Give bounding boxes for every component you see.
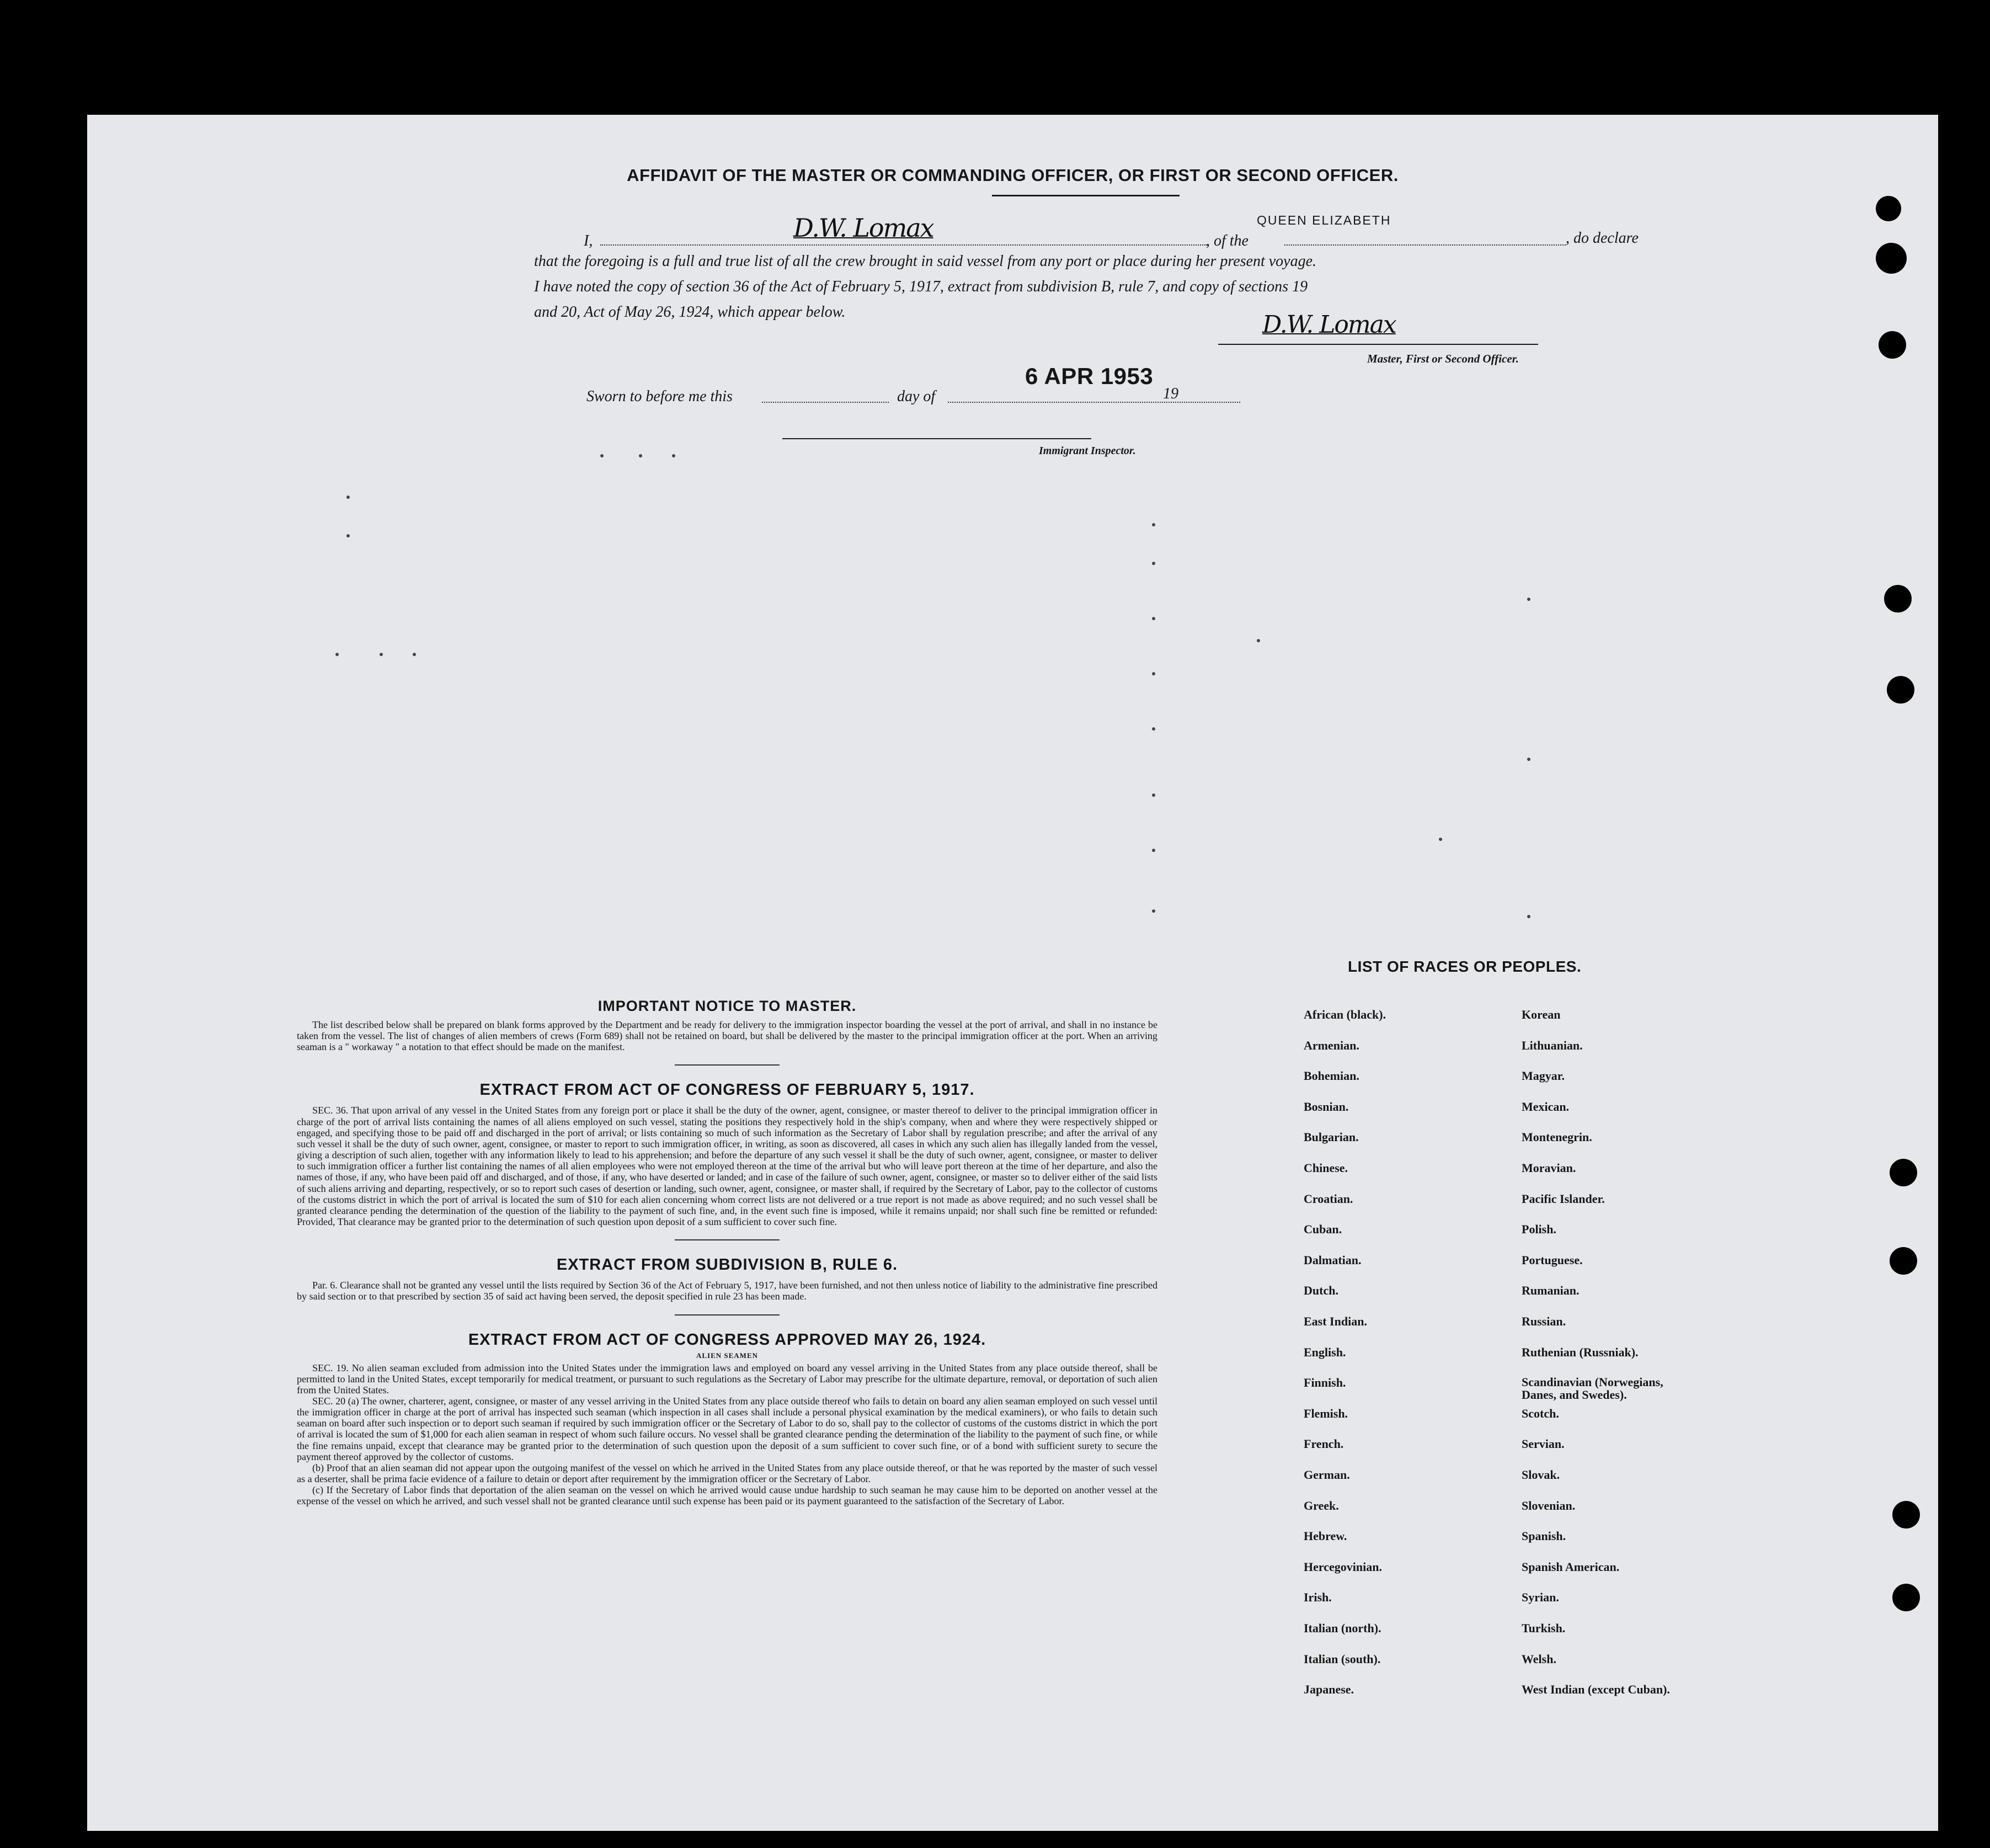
affidavit-line-2: that the foregoing is a full and true list of all the crew brought in said vessel from any port or place during her present voyage.	[534, 253, 1317, 270]
race-item: Bulgarian.	[1304, 1130, 1359, 1144]
race-item: Turkish.	[1522, 1621, 1566, 1635]
notice-section	[297, 998, 1157, 1507]
page-speck	[413, 653, 416, 656]
race-item: Polish.	[1522, 1222, 1556, 1237]
extract-1917-body	[297, 1105, 1157, 1227]
master-signature: D.W. Lomax	[1262, 311, 1396, 339]
subdivision-paragraph: Par. 6. Clearance shall not be granted any vessel until the lists required by Section 36 of the Act of February 5, 1917, have been furnished, and not then unless notice of liability to the administrative fine prescribed by said section or to that prescribed by section 35 of said act having been served, the deposit specified in rule 23 has been made.	[297, 1280, 1157, 1302]
extract-1917-paragraph: SEC. 36. That upon arrival of any vessel in the United States from any foreign port or place it shall be the duty of the owner, agent, consignee, or master thereof to deliver to the principal immigration officer in charge of the port of arrival lists containing the names of all aliens employed on such vessel, stating the positions they respectively hold in the ship's company, when and where they were respectively shipped or engaged, and specifying those to be paid off and discharged in the port of arrival; or lists containing so much of such information as the Secretary of Labor shall by regulation prescribe; and after the arrival of any such vessel it shall be the duty of such owner, agent, consignee, or master to report to such immigration officer, in writing, as soon as discovered, all cases in which any such alien has illegally landed from the vessel, giving a description of such alien, together with any information likely to lead to his apprehension; and before the departure of any such vessel it shall be the duty of such owner, agent, consignee, or master to deliver to such immigration officer a further list containing the names of all alien employees who were not employed thereon at the time of the arrival but who will leave port thereon at the time of her departure, and also the names of those, if any, who have been paid off and discharged, and of those, if any, who have deserted or landed; and in case of the failure of such owner, agent, consignee, or master so to deliver either of the said lists of such aliens arriving and departing, respectively, or so to report such cases of desertion or landing, such owner, agent, consignee, or master shall, if required by the Secretary of Labor, pay to the collector of customs of the customs district in which the port of arrival is located the sum of $10 for each alien concerning whom correct lists are not delivered or a true report is not made as above required; and no such vessel shall be granted clearance pending the determination of the question of the liability to the payment of such fine, and, in the event such fine is imposed, while it remains unpaid; nor shall such fine be remitted or refunded: Provided, That clearance may be granted prior to the determination of such question upon deposit of a sum sufficient to cover such fine.	[297, 1105, 1157, 1228]
sworn-prefix: Sworn to before me this	[586, 388, 733, 405]
sec-20a-paragraph: SEC. 20 (a) The owner, charterer, agent, consignee, or master of any vessel arriving in the United States from any place outside thereof who fails to detain on board any alien seaman employed on such vessel until the immigration officer in charge at the port of arrival has inspected such seaman (which inspection in all cases shall include a personal physical examination by the medical examiners), or who fails to detain such seaman on board after such inspection or to deport such seaman if required by such immigration officer or the Secretary of Labor to do so, shall pay to the collector of customs of the customs district in which the port of arrival is located the sum of $1,000 for each alien seaman in respect of whom such failure occurs. No vessel shall be granted clearance pending the determination of the liability to the payment of such fine, or while the fine remains unpaid, except that clearance may be granted prior to the determination of such question upon the deposit of a sum sufficient to cover such fine, or of a bond with sufficient surety to secure the payment thereof approved by the collector of customs.	[297, 1395, 1157, 1462]
race-item: Cuban.	[1304, 1222, 1342, 1237]
race-item: Croatian.	[1304, 1191, 1353, 1206]
race-item: Russian.	[1522, 1314, 1566, 1328]
race-item: East Indian.	[1304, 1314, 1367, 1328]
race-item: Moravian.	[1522, 1161, 1576, 1175]
race-item: West Indian (except Cuban).	[1522, 1682, 1670, 1697]
page-speck	[639, 454, 642, 457]
race-item: Servian.	[1522, 1437, 1565, 1451]
sec-20b-paragraph: (b) Proof that an alien seaman did not appear upon the outgoing manifest of the vessel on which he arrived in the United States from any place outside thereof, or that he was reported by the master of such vessel as a deserter, shall be prima facie evidence of a failure to detain or deport after requirement by the immigration officer or the Secretary of Labor.	[297, 1462, 1157, 1485]
subdivision-title: EXTRACT FROM SUBDIVISION B, RULE 6.	[556, 1256, 898, 1274]
declarant-signature: D.W. Lomax	[793, 213, 933, 243]
race-item: Scotch.	[1522, 1406, 1559, 1420]
race-item: Korean	[1522, 1008, 1561, 1021]
page-speck	[672, 454, 675, 457]
race-item: Greek.	[1304, 1498, 1339, 1513]
race-item: Welsh.	[1522, 1652, 1556, 1666]
page-speck	[1152, 849, 1155, 852]
race-item: Lithuanian.	[1522, 1038, 1583, 1052]
punch-hole	[1890, 1247, 1917, 1275]
race-item: Ruthenian (Russniak).	[1522, 1345, 1639, 1359]
signer-caption: Master, First or Second Officer.	[1367, 352, 1519, 365]
race-item: Hercegovinian.	[1304, 1559, 1382, 1574]
race-item: Slovenian.	[1522, 1498, 1576, 1513]
vessel-name: QUEEN ELIZABETH	[1257, 213, 1391, 227]
day-of-text: day of	[897, 388, 936, 405]
race-item: Armenian.	[1304, 1038, 1359, 1052]
race-item: Rumanian.	[1522, 1284, 1580, 1298]
race-item: Spanish American.	[1522, 1559, 1620, 1574]
race-item: Dutch.	[1304, 1284, 1338, 1298]
affidavit-title: AFFIDAVIT OF THE MASTER OR COMMANDING OFFICER, OR FIRST OR SECOND OFFICER.	[627, 166, 1399, 185]
title-underline	[992, 195, 1180, 196]
page-speck	[1527, 915, 1530, 918]
page-speck	[1152, 909, 1155, 913]
page-speck	[600, 454, 604, 457]
race-item: Pacific Islander.	[1522, 1191, 1605, 1206]
affidavit-line-4: and 20, Act of May 26, 1924, which appear below.	[534, 303, 846, 321]
race-item: Syrian.	[1522, 1590, 1559, 1605]
race-item: Mexican.	[1522, 1099, 1570, 1114]
date-stamp: 6 APR 1953	[1025, 363, 1154, 389]
page-speck	[335, 653, 339, 656]
race-item: Hebrew.	[1304, 1529, 1347, 1543]
race-item: Portuguese.	[1522, 1253, 1583, 1267]
race-item: German.	[1304, 1468, 1350, 1482]
race-item: Montenegrin.	[1522, 1130, 1592, 1144]
race-item: Irish.	[1304, 1590, 1332, 1605]
race-item: English.	[1304, 1345, 1346, 1359]
extract-1924-body	[297, 1362, 1157, 1507]
punch-hole	[1887, 676, 1914, 704]
sec-20c-paragraph: (c) If the Secretary of Labor finds that deportation of the alien seaman on the vessel on which he arrived would cause undue hardship to such seaman he may cause him to be deported on another vessel at the expense of the vessel on which he arrived, and such vessel shall not be granted clearance until such expense has been paid or its payment guaranteed to the satisfaction of the Secretary of Labor.	[297, 1484, 1157, 1507]
page-speck	[380, 653, 383, 656]
page-speck	[1257, 639, 1260, 642]
race-item: Magyar.	[1522, 1069, 1565, 1083]
sworn-month-line	[948, 402, 1240, 403]
sworn-day-line	[762, 402, 889, 403]
extract-1924-subtitle: ALIEN SEAMEN	[696, 1351, 759, 1360]
sec-19-paragraph: SEC. 19. No alien seaman excluded from admission into the United States under the immigration laws and employed on board any vessel arriving in the United States from any place outside thereof, shall be permitted to land in the United States, except temporarily for medical treatment, or pursuant to such regulations as the Secretary of Labor may prescribe for the ultimate departure, removal, or deportation of such alien from the United States.	[297, 1362, 1157, 1396]
punch-hole	[1879, 331, 1906, 359]
race-item: Scandinavian (Norwegians, Danes, and Swedes).	[1522, 1375, 1663, 1402]
page-speck	[346, 496, 350, 499]
race-item: Finnish.	[1304, 1376, 1346, 1390]
page-speck	[1152, 793, 1155, 797]
race-item: Italian (north).	[1304, 1621, 1381, 1635]
extract-1917-title: EXTRACT FROM ACT OF CONGRESS OF FEBRUARY 5, 1917.	[479, 1081, 975, 1099]
signature-line	[1218, 344, 1538, 345]
inspector-caption: Immigrant Inspector.	[1039, 445, 1136, 457]
page-speck	[1152, 562, 1155, 565]
notice-title: IMPORTANT NOTICE TO MASTER.	[597, 998, 857, 1014]
page-speck	[1527, 598, 1530, 601]
page-speck	[1152, 523, 1155, 526]
punch-hole	[1892, 1584, 1920, 1611]
race-item: Italian (south).	[1304, 1652, 1381, 1666]
race-item: Flemish.	[1304, 1406, 1348, 1420]
section-separator	[675, 1064, 780, 1066]
extract-1924-title: EXTRACT FROM ACT OF CONGRESS APPROVED MAY 26, 1924.	[468, 1330, 986, 1349]
punch-hole	[1884, 585, 1912, 613]
vessel-name-line	[1284, 244, 1566, 246]
form-page	[87, 115, 1938, 1831]
affidavit-line-3: I have noted the copy of section 36 of the Act of February 5, 1917, extract from subdivision B, rule 7, and copy of sections 19	[534, 278, 1308, 295]
races-title: LIST OF RACES OR PEOPLES.	[1348, 958, 1582, 975]
punch-hole	[1876, 196, 1901, 221]
race-item: Japanese.	[1304, 1682, 1354, 1697]
punch-hole	[1892, 1501, 1920, 1529]
notice-body	[297, 1019, 1157, 1052]
page-speck	[346, 534, 350, 537]
race-item: Slovak.	[1522, 1468, 1560, 1482]
do-declare-text: , do declare	[1566, 230, 1639, 247]
declarant-prefix: I,	[584, 232, 593, 249]
race-item: Chinese.	[1304, 1161, 1348, 1175]
page-speck	[1152, 672, 1155, 675]
race-item: Dalmatian.	[1304, 1253, 1362, 1267]
race-item: Bohemian.	[1304, 1069, 1359, 1083]
page-speck	[1152, 617, 1155, 620]
page-speck	[1439, 838, 1442, 841]
inspector-line	[782, 438, 1091, 439]
section-separator	[675, 1239, 780, 1240]
notice-paragraph: The list described below shall be prepared on blank forms approved by the Department and be ready for delivery to the immigration inspector boarding the vessel at the port of arrival, and shall in no instance be taken from the vessel. The list of changes of alien members of crews (Form 689) shall not be retained on board, but shall be delivered by the master to the principal immigration officer at the port. When an arriving seaman is a " workaway " a notation to that effect should be made on the manifest.	[297, 1019, 1157, 1053]
section-separator	[675, 1314, 780, 1316]
race-item: French.	[1304, 1437, 1344, 1451]
declarant-name-line	[600, 244, 1207, 246]
punch-hole	[1876, 243, 1907, 274]
subdivision-body	[297, 1280, 1157, 1302]
race-item: African (black).	[1304, 1008, 1386, 1021]
page-speck	[1527, 758, 1530, 761]
punch-hole	[1890, 1159, 1917, 1186]
of-the-text: , of the	[1206, 232, 1249, 249]
page-speck	[1152, 727, 1155, 731]
year-prefix: 19	[1163, 385, 1178, 402]
race-item: Bosnian.	[1304, 1099, 1349, 1114]
race-item: Spanish.	[1522, 1529, 1566, 1543]
